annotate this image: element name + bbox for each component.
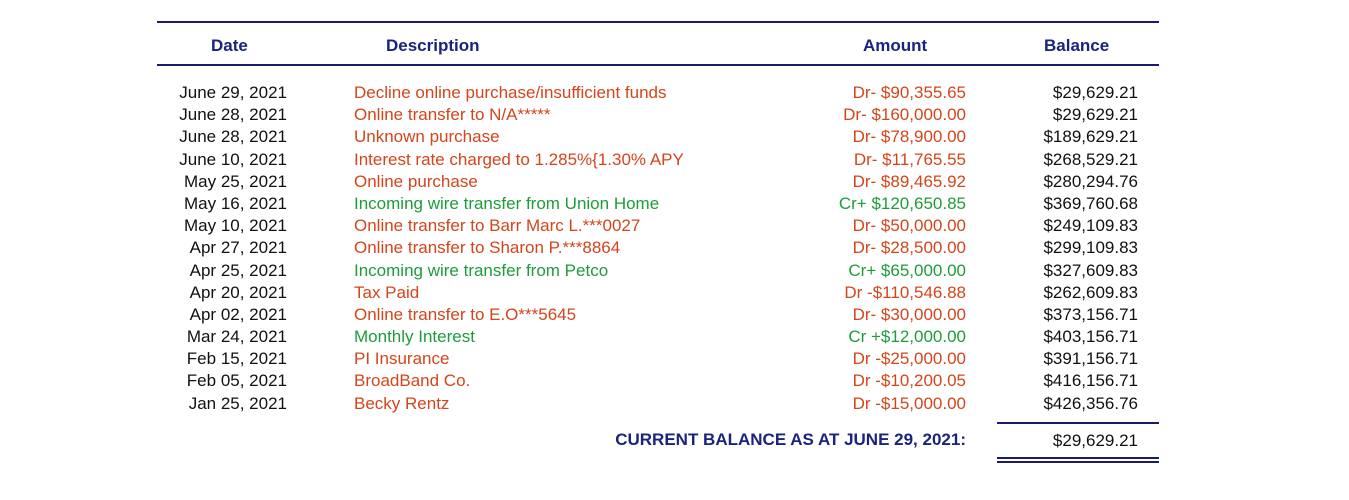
transaction-date: May 16, 2021 (183, 193, 287, 213)
double-underline-bottom (997, 461, 1159, 463)
transaction-amount: Dr- $78,900.00 (852, 127, 966, 147)
transaction-description: PI Insurance (354, 349, 450, 369)
transaction-description: Interest rate charged to 1.285%{1.30% APY (354, 149, 684, 169)
transaction-balance: $280,294.76 (1043, 171, 1138, 191)
transaction-balance: $29,629.21 (1052, 105, 1138, 125)
transaction-balance: $268,529.21 (1043, 149, 1138, 169)
table-row (0, 171, 1349, 193)
current-balance-label: CURRENT BALANCE AS AT JUNE 29, 2021: (615, 430, 966, 449)
transaction-amount: Cr+ $120,650.85 (838, 193, 966, 213)
transaction-date: Jan 25, 2021 (188, 393, 287, 413)
transaction-date: Apr 02, 2021 (189, 304, 287, 324)
transaction-amount: Dr -$110,546.88 (844, 282, 966, 302)
transaction-description: Becky Rentz (354, 393, 450, 413)
table-top-rule (157, 21, 1159, 23)
transaction-description: Incoming wire transfer from Petco (354, 260, 609, 280)
transaction-balance: $29,629.21 (1052, 83, 1138, 102)
transaction-amount: Cr+ $65,000.00 (848, 260, 966, 280)
transaction-balance: $426,356.76 (1043, 393, 1138, 413)
transaction-date: Mar 24, 2021 (186, 327, 287, 347)
total-top-rule (997, 422, 1159, 424)
transaction-amount: Dr- $89,465.92 (852, 171, 966, 191)
current-balance-value: $29,629.21 (1052, 431, 1138, 450)
table-row (0, 370, 1349, 392)
transaction-description: Online purchase (354, 171, 478, 191)
table-row (0, 326, 1349, 348)
header-balance: Balance (1044, 36, 1110, 55)
transaction-description: Monthly Interest (354, 327, 475, 347)
transaction-date: June 29, 2021 (179, 83, 287, 102)
transaction-amount: Dr- $90,355.65 (852, 83, 966, 102)
transaction-balance: $403,156.71 (1043, 327, 1138, 347)
table-row (0, 237, 1349, 259)
transaction-balance: $391,156.71 (1043, 349, 1138, 369)
transaction-amount: Dr- $160,000.00 (843, 105, 966, 125)
transaction-date: June 28, 2021 (179, 105, 287, 125)
header-date: Date (211, 36, 248, 55)
table-row (0, 82, 1349, 104)
transaction-description: Online transfer to Barr Marc L.***0027 (354, 216, 641, 236)
transaction-amount: Cr +$12,000.00 (848, 327, 966, 347)
transaction-balance: $416,156.71 (1043, 371, 1138, 391)
transaction-balance: $369,760.68 (1043, 193, 1138, 213)
transaction-description: Unknown purchase (354, 127, 500, 147)
table-row (0, 126, 1349, 148)
transaction-date: Apr 27, 2021 (189, 238, 287, 258)
header-bottom-rule (157, 64, 1159, 66)
transaction-balance: $262,609.83 (1043, 282, 1138, 302)
transaction-balance: $327,609.83 (1043, 260, 1138, 280)
transaction-amount: Dr- $50,000.00 (852, 216, 966, 236)
transaction-balance: $189,629.21 (1043, 127, 1138, 147)
table-row (0, 260, 1349, 282)
header-description: Description (386, 36, 480, 55)
transaction-balance: $373,156.71 (1043, 304, 1138, 324)
transaction-balance: $299,109.83 (1043, 238, 1138, 258)
table-row (0, 282, 1349, 304)
table-row (0, 348, 1349, 370)
transaction-date: June 28, 2021 (179, 127, 287, 147)
transaction-amount: Dr -$10,200.05 (852, 371, 966, 391)
transaction-date: May 10, 2021 (183, 216, 287, 236)
transaction-description: Online transfer to E.O***5645 (354, 304, 577, 324)
transaction-date: Feb 15, 2021 (186, 349, 287, 369)
transaction-amount: Dr -$15,000.00 (852, 393, 966, 413)
transaction-amount: Dr- $28,500.00 (852, 238, 966, 258)
transaction-date: June 10, 2021 (179, 149, 287, 169)
transaction-description: BroadBand Co. (354, 371, 471, 391)
transactions-table (0, 82, 1349, 415)
table-row (0, 393, 1349, 415)
table-row (0, 215, 1349, 237)
double-underline-top (997, 457, 1159, 459)
transaction-balance: $249,109.83 (1043, 216, 1138, 236)
table-row (0, 193, 1349, 215)
table-row (0, 149, 1349, 171)
transaction-description: Online transfer to Sharon P.***8864 (354, 238, 621, 258)
transaction-date: May 25, 2021 (183, 171, 287, 191)
transaction-amount: Dr -$25,000.00 (852, 349, 966, 369)
table-row (0, 304, 1349, 326)
transaction-date: Feb 05, 2021 (186, 371, 287, 391)
transaction-description: Tax Paid (354, 282, 420, 302)
transaction-date: Apr 25, 2021 (189, 260, 287, 280)
table-row (0, 104, 1349, 126)
transaction-description: Decline online purchase/insufficient funds (354, 83, 667, 102)
transaction-description: Incoming wire transfer from Union Home (354, 193, 660, 213)
transaction-date: Apr 20, 2021 (189, 282, 287, 302)
transaction-amount: Dr- $11,765.55 (853, 149, 966, 169)
transaction-amount: Dr- $30,000.00 (852, 304, 966, 324)
transaction-description: Online transfer to N/A***** (354, 105, 551, 125)
header-amount: Amount (863, 36, 928, 55)
